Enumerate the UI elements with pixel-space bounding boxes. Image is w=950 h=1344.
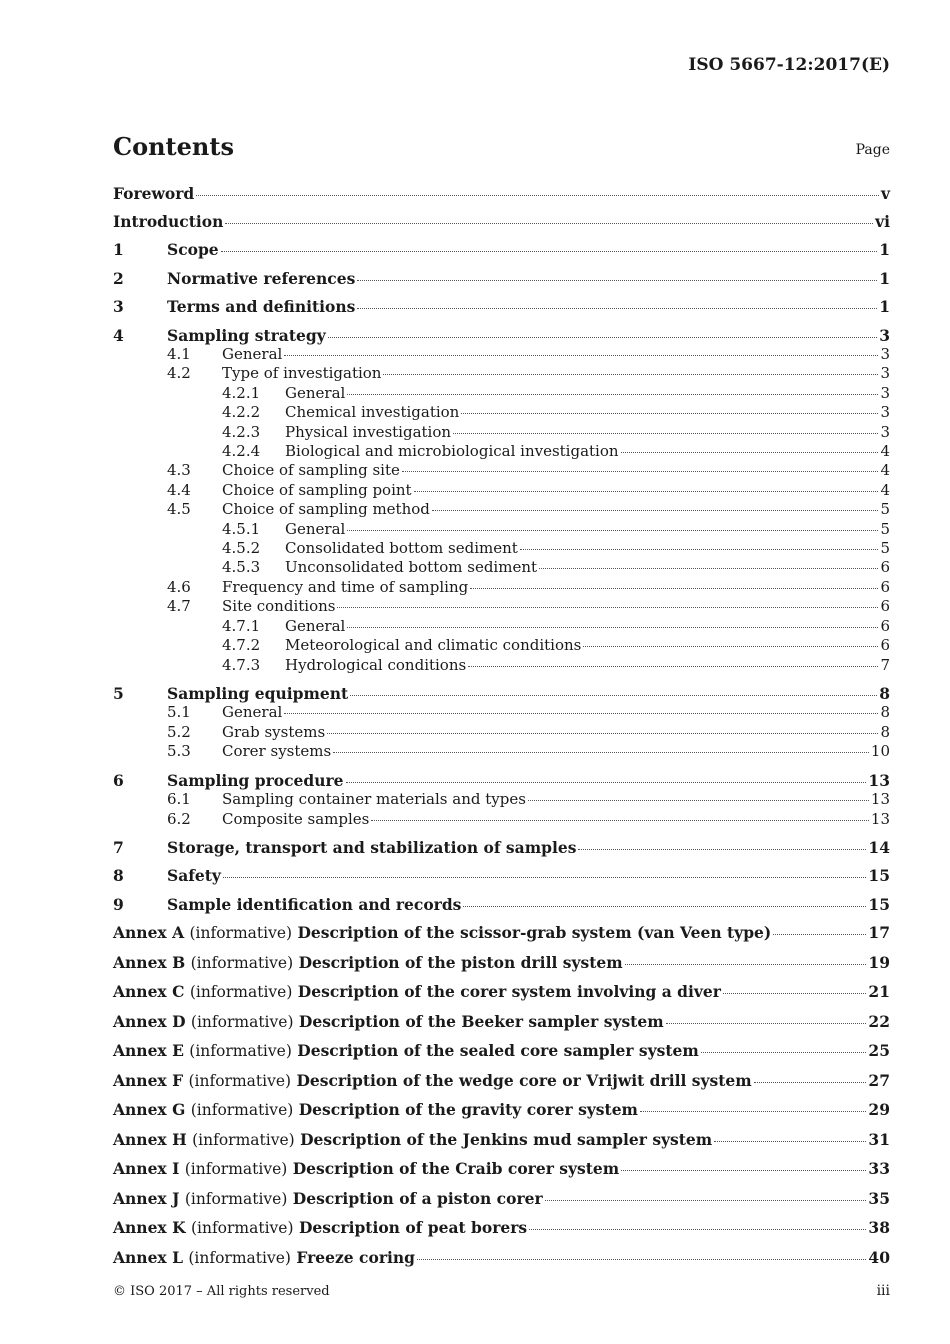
toc-entry[interactable] (113, 345, 890, 364)
dot-leader (328, 337, 877, 338)
toc-entry-number: 4.5.3 (222, 558, 261, 577)
annex-informative: (informative) (190, 1012, 294, 1031)
toc-entry[interactable] (113, 326, 890, 346)
annex-label: Annex A (113, 923, 185, 943)
dot-leader (284, 713, 878, 714)
toc-entry-number: 4.5 (167, 500, 191, 519)
toc-entry[interactable] (113, 1071, 890, 1092)
table-of-contents (113, 184, 890, 1268)
toc-entry-page: 19 (868, 952, 890, 972)
dot-leader (337, 607, 878, 608)
toc-entry[interactable] (113, 617, 890, 636)
toc-entry-title (113, 1218, 527, 1239)
toc-entry-title: Grab systems (222, 722, 326, 741)
annex-title: Freeze coring (296, 1247, 415, 1267)
toc-entry-page: 3 (880, 364, 890, 383)
toc-entry-title: Chemical investigation (285, 403, 460, 422)
toc-entry-title: General (222, 345, 283, 363)
annex-label: Annex F (113, 1070, 184, 1090)
toc-entry[interactable] (113, 212, 890, 232)
dot-leader (461, 413, 878, 414)
toc-entry[interactable] (113, 838, 890, 858)
dot-leader (347, 627, 878, 628)
dot-leader (754, 1082, 867, 1083)
annex-label: Annex J (113, 1188, 180, 1208)
toc-entry-page: 15 (868, 894, 890, 914)
toc-entry-title: Type of investigation (222, 364, 382, 383)
toc-entry-title: Biological and microbiological investigation (285, 442, 619, 461)
toc-entry-page: 25 (868, 1041, 890, 1061)
toc-entry[interactable] (113, 578, 890, 597)
dot-leader (529, 1229, 866, 1230)
toc-entry-title (113, 982, 721, 1003)
toc-entry-title: Choice of sampling method (222, 500, 430, 519)
toc-entry-page: 8 (879, 683, 890, 703)
annex-label: Annex H (113, 1129, 187, 1149)
dot-leader (463, 906, 866, 907)
toc-entry-number: 4.7.2 (222, 636, 261, 655)
footer-copyright: © ISO 2017 – All rights reserved (113, 1284, 330, 1299)
dot-leader (196, 195, 879, 196)
toc-entry[interactable] (113, 1100, 890, 1121)
dot-leader (414, 491, 879, 492)
toc-entry[interactable] (113, 982, 890, 1003)
dot-leader (640, 1111, 866, 1112)
dot-leader (539, 568, 878, 569)
toc-entry-page: 1 (879, 240, 890, 259)
toc-entry-page: 5 (880, 500, 890, 519)
toc-entry-number: 4.4 (167, 480, 191, 499)
toc-entry-page: 21 (868, 982, 890, 1002)
annex-informative: (informative) (192, 1130, 295, 1149)
toc-entry-title: Sampling equipment (167, 683, 349, 703)
annex-title: Description of the Jenkins mud sampler system (300, 1129, 713, 1149)
dot-leader (470, 588, 878, 589)
dot-leader (666, 1023, 867, 1024)
toc-entry-title (113, 1189, 543, 1210)
toc-entry-page: 6 (880, 616, 890, 635)
dot-leader (350, 695, 877, 696)
toc-entry[interactable] (113, 636, 890, 655)
toc-entry-title (113, 923, 771, 944)
dot-leader (621, 452, 879, 453)
annex-title: Description of the Craib corer system (292, 1159, 620, 1179)
toc-entry-number: 4.5.1 (222, 519, 261, 538)
toc-entry-title (113, 1041, 699, 1062)
dot-leader (714, 1141, 866, 1142)
page-title: Contents (113, 132, 234, 161)
annex-informative: (informative) (184, 1189, 288, 1208)
toc-entry[interactable] (113, 558, 890, 577)
annex-informative: (informative) (190, 1219, 294, 1238)
dot-leader (357, 280, 877, 281)
toc-entry[interactable] (113, 771, 890, 791)
dot-leader (357, 308, 877, 309)
toc-entry-number: 4.7 (167, 597, 191, 616)
annex-label: Annex I (113, 1159, 180, 1179)
toc-entry-number: 4.2.1 (222, 383, 261, 402)
dot-leader (545, 1200, 867, 1201)
dot-leader (223, 877, 866, 878)
toc-entry[interactable] (113, 923, 890, 944)
toc-entry-title: Sampling container materials and types (222, 790, 526, 809)
annex-informative: (informative) (188, 1071, 292, 1090)
dot-leader (621, 1170, 866, 1171)
toc-entry-title: Frequency and time of sampling (222, 577, 469, 596)
toc-entry-page: 1 (879, 297, 890, 316)
toc-entry[interactable] (113, 442, 890, 461)
dot-leader (528, 800, 869, 801)
toc-entry-number: 4.2 (167, 364, 191, 383)
toc-entry-page: vi (875, 211, 890, 231)
annex-title: Description of the Beeker sampler system (298, 1011, 664, 1031)
toc-entry-title: Consolidated bottom sediment (285, 539, 518, 558)
toc-entry-title: Safety (167, 866, 221, 886)
dot-leader (583, 646, 878, 647)
dot-leader (347, 394, 878, 395)
toc-entry-title (113, 1100, 638, 1121)
toc-entry[interactable] (113, 1041, 890, 1062)
toc-entry-number: 4 (113, 325, 124, 345)
dot-leader (578, 849, 866, 850)
toc-entry-title: Introduction (113, 211, 224, 231)
dot-leader (284, 355, 878, 356)
toc-entry-page: 4 (880, 442, 890, 461)
annex-title: Description of the wedge core or Vrijwit drill system (296, 1070, 752, 1090)
toc-entry-page: 27 (868, 1070, 890, 1090)
toc-entry-page: 38 (868, 1218, 890, 1238)
page-column-label: Page (855, 142, 890, 158)
annex-informative: (informative) (184, 1160, 288, 1179)
dot-leader (773, 934, 866, 935)
toc-entry[interactable] (113, 364, 890, 383)
toc-entry-title: Choice of sampling site (222, 461, 400, 480)
annex-informative: (informative) (189, 983, 293, 1002)
toc-entry-number: 5 (113, 683, 124, 703)
toc-entry[interactable] (113, 403, 890, 422)
toc-entry-number: 4.2.3 (222, 422, 261, 441)
toc-entry-title: Storage, transport and stabilization of samples (167, 837, 577, 857)
dot-leader (346, 782, 867, 783)
annex-title: Description of the piston drill system (298, 952, 623, 972)
toc-entry[interactable] (113, 895, 890, 915)
annex-title: Description of the gravity corer system (298, 1100, 638, 1120)
document-id: ISO 5667-12:2017(E) (688, 55, 890, 75)
dot-leader (520, 549, 879, 550)
annex-title: Description of the scissor-grab system (van Veen type) (297, 923, 772, 943)
toc-entry-page: 40 (868, 1247, 890, 1267)
toc-entry[interactable] (113, 184, 890, 204)
toc-entry-number: 6.2 (167, 809, 191, 828)
dot-leader (453, 433, 878, 434)
toc-entry-title: General (285, 383, 346, 402)
toc-entry-number: 4.3 (167, 461, 191, 480)
toc-entry[interactable] (113, 481, 890, 500)
toc-entry-page: v (880, 184, 890, 203)
toc-entry-number: 2 (113, 268, 124, 288)
toc-entry-number: 1 (113, 240, 124, 259)
toc-entry-page: 1 (879, 268, 890, 288)
footer-page-number: iii (876, 1283, 890, 1299)
annex-title: Description of a piston corer (292, 1188, 543, 1208)
toc-entry-page: 8 (880, 703, 890, 722)
toc-entry[interactable] (113, 810, 890, 829)
toc-entry-number: 5.3 (167, 742, 191, 761)
toc-entry-page: 10 (870, 742, 890, 761)
toc-entry[interactable] (113, 461, 890, 480)
annex-label: Annex G (113, 1100, 186, 1120)
toc-entry-title: Unconsolidated bottom sediment (285, 558, 538, 577)
toc-entry-number: 4.1 (167, 345, 191, 363)
toc-entry-title (113, 1012, 664, 1033)
toc-entry-title: Sampling procedure (167, 770, 344, 790)
toc-entry-number: 7 (113, 837, 124, 857)
dot-leader (468, 666, 878, 667)
toc-entry-page: 3 (880, 403, 890, 422)
toc-entry-page: 3 (880, 345, 890, 363)
toc-entry[interactable] (113, 684, 890, 704)
toc-entry-page: 6 (880, 558, 890, 577)
toc-entry[interactable] (113, 1159, 890, 1180)
annex-title: Description of the corer system involving a diver (297, 982, 721, 1002)
toc-entry-title (113, 1248, 415, 1269)
toc-entry-page: 15 (868, 866, 890, 886)
toc-entry-number: 4.7.1 (222, 616, 261, 635)
toc-entry-title: Site conditions (222, 597, 336, 616)
toc-entry-title: Choice of sampling point (222, 480, 412, 499)
toc-entry[interactable] (113, 1248, 890, 1269)
dot-leader (417, 1259, 866, 1260)
toc-entry-page: 4 (880, 461, 890, 480)
toc-entry-page: 13 (870, 790, 890, 809)
dot-leader (432, 510, 879, 511)
dot-leader (225, 223, 873, 224)
toc-entry[interactable] (113, 1012, 890, 1033)
toc-entry[interactable] (113, 520, 890, 539)
toc-entry[interactable] (113, 269, 890, 289)
dot-leader (383, 374, 878, 375)
annex-informative: (informative) (190, 1101, 294, 1120)
toc-entry[interactable] (113, 703, 890, 722)
toc-entry-page: 13 (870, 809, 890, 828)
toc-entry-title (113, 1071, 752, 1092)
annex-label: Annex B (113, 952, 186, 972)
toc-entry[interactable] (113, 953, 890, 974)
toc-entry-title (113, 953, 623, 974)
toc-entry-title: Terms and definitions (167, 297, 356, 316)
toc-entry-title: General (222, 703, 283, 722)
dot-leader (625, 964, 867, 965)
toc-entry-title: General (285, 519, 346, 538)
dot-leader (371, 820, 869, 821)
annex-title: Description of the sealed core sampler system (297, 1041, 699, 1061)
dot-leader (347, 530, 878, 531)
annex-informative: (informative) (189, 924, 293, 943)
toc-entry-page: 22 (868, 1011, 890, 1031)
toc-entry-page: 6 (880, 597, 890, 616)
annex-label: Annex E (113, 1041, 184, 1061)
toc-entry-title: Sampling strategy (167, 325, 326, 345)
toc-entry[interactable] (113, 742, 890, 761)
toc-entry-title: Corer systems (222, 742, 332, 761)
toc-entry-page: 31 (868, 1129, 890, 1149)
toc-entry-number: 9 (113, 894, 124, 914)
toc-entry-number: 6.1 (167, 790, 191, 809)
toc-entry[interactable] (113, 384, 890, 403)
toc-entry-page: 13 (868, 770, 890, 790)
toc-entry[interactable] (113, 423, 890, 442)
toc-entry[interactable] (113, 1218, 890, 1239)
toc-entry[interactable] (113, 539, 890, 558)
toc-entry[interactable] (113, 656, 890, 675)
toc-entry-page: 5 (880, 539, 890, 558)
annex-title: Description of peat borers (298, 1218, 528, 1238)
annex-informative: (informative) (189, 1042, 292, 1061)
dot-leader (701, 1052, 867, 1053)
toc-entry[interactable] (113, 297, 890, 317)
toc-entry-number: 4.5.2 (222, 539, 261, 558)
toc-entry-title: Hydrological conditions (285, 655, 467, 674)
toc-entry-page: 3 (879, 325, 890, 345)
toc-entry-page: 8 (880, 722, 890, 741)
annex-informative: (informative) (188, 1248, 291, 1267)
toc-entry-title (113, 1130, 712, 1151)
toc-entry-title: Scope (167, 240, 219, 259)
toc-entry-page: 14 (868, 837, 890, 857)
toc-entry[interactable] (113, 500, 890, 519)
toc-entry-number: 3 (113, 297, 124, 316)
toc-entry-number: 4.7.3 (222, 655, 261, 674)
toc-entry-title (113, 1159, 619, 1180)
toc-entry-page: 7 (880, 655, 890, 674)
toc-entry-number: 6 (113, 770, 124, 790)
toc-entry-title: Foreword (113, 184, 195, 203)
toc-entry-title: General (285, 616, 346, 635)
toc-entry-page: 5 (880, 519, 890, 538)
annex-label: Annex L (113, 1247, 183, 1267)
toc-entry-page: 3 (880, 383, 890, 402)
toc-entry[interactable] (113, 597, 890, 616)
toc-entry[interactable] (113, 1189, 890, 1210)
annex-informative: (informative) (190, 953, 294, 972)
toc-entry-page: 4 (880, 480, 890, 499)
toc-entry-title: Normative references (167, 268, 356, 288)
dot-leader (327, 733, 878, 734)
toc-entry-number: 4.6 (167, 577, 191, 596)
toc-entry[interactable] (113, 723, 890, 742)
toc-entry-page: 29 (868, 1100, 890, 1120)
dot-leader (333, 752, 869, 753)
annex-label: Annex C (113, 982, 185, 1002)
toc-entry-number: 5.1 (167, 703, 191, 722)
toc-entry-title: Meteorological and climatic conditions (285, 636, 582, 655)
toc-entry-page: 6 (880, 636, 890, 655)
toc-entry-page: 33 (868, 1159, 890, 1179)
toc-entry-number: 4.2.2 (222, 403, 261, 422)
toc-entry-page: 17 (868, 923, 890, 943)
toc-entry-page: 35 (868, 1188, 890, 1208)
toc-entry-title: Sample identification and records (167, 894, 462, 914)
toc-entry-number: 8 (113, 866, 124, 886)
toc-entry[interactable] (113, 1130, 890, 1151)
toc-entry[interactable] (113, 790, 890, 809)
dot-leader (402, 471, 879, 472)
toc-entry-title: Composite samples (222, 809, 370, 828)
toc-entry-title: Physical investigation (285, 422, 452, 441)
toc-entry-number: 4.2.4 (222, 442, 261, 461)
toc-entry-page: 6 (880, 577, 890, 596)
toc-entry-page: 3 (880, 422, 890, 441)
toc-entry[interactable] (113, 866, 890, 886)
toc-entry-number: 5.2 (167, 722, 191, 741)
toc-entry[interactable] (113, 240, 890, 260)
annex-label: Annex K (113, 1218, 186, 1238)
annex-label: Annex D (113, 1011, 186, 1031)
dot-leader (723, 993, 866, 994)
dot-leader (221, 251, 878, 252)
